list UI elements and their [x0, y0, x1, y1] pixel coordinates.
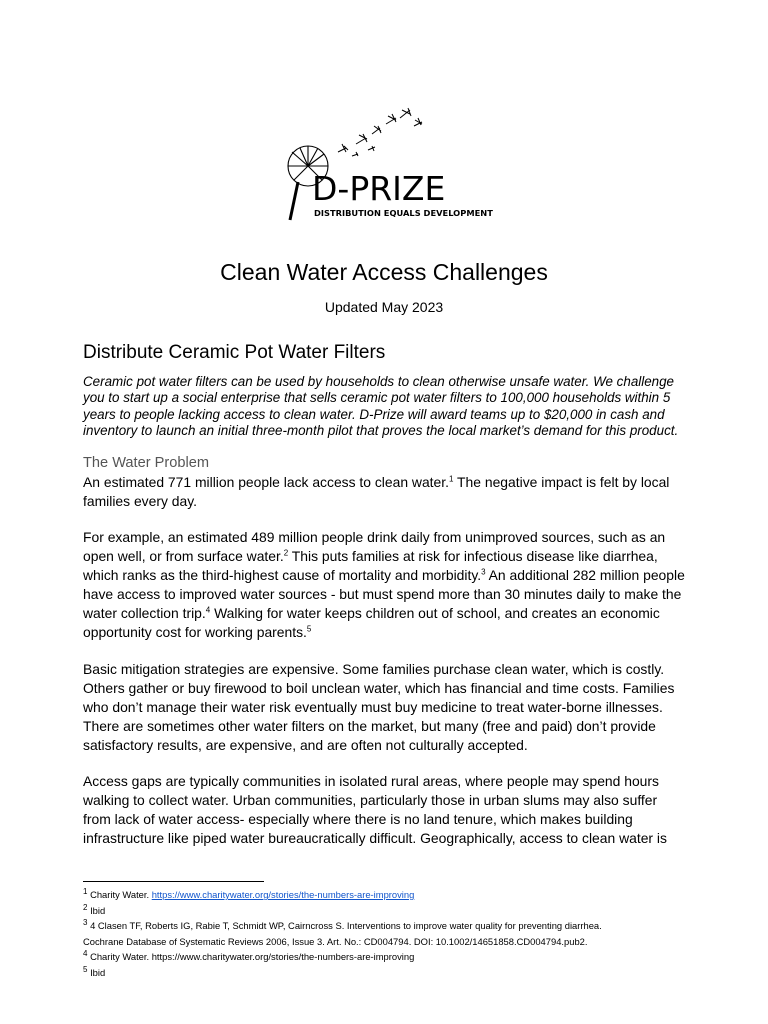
footnote-3 — [83, 918, 687, 934]
paragraph-2 — [83, 528, 687, 641]
page-title: Clean Water Access Challenges — [220, 259, 548, 285]
text-run: This puts families at risk for infectious disease like diarrhea, which ranks as the third-highest cause of mortality and morbidity. — [83, 548, 658, 584]
footnote-number: 2 — [83, 902, 88, 912]
footnote-number: 1 — [83, 886, 88, 896]
footnote-5 — [83, 965, 687, 981]
footnote-ref[interactable]: 4 — [205, 605, 211, 615]
subsection-heading: The Water Problem — [83, 454, 209, 471]
footnote-number: 3 — [83, 918, 88, 928]
footnote-text: Ibid — [90, 966, 106, 978]
footnote-text: 4 Clasen TF, Roberts IG, Rabie T, Schmidt WP, Cairncross S. Interventions to improve water quality for preventing diarrhea. — [90, 920, 602, 932]
paragraph-3: Basic mitigation strategies are expensive. Some families purchase clean water, which is costly. Others gather or buy firewood to boil unclean water, which has financial and time costs. Families who don’t manage their water risk eventually must buy medicine to treat water-borne illnesses. There are sometimes other water filters on the market, but many (free and paid) don’t provide satisfactory results, are expensive, and are often not culturally accepted. — [83, 660, 675, 753]
footnote-text: Ibid — [90, 904, 106, 916]
footnote-text: Charity Water. https://www.charitywater.org/stories/the-numbers-are-improving — [90, 951, 415, 963]
footnote-4 — [83, 949, 687, 965]
footnote-text: Charity Water. — [90, 889, 152, 900]
footnote-divider — [83, 881, 264, 882]
footnote-ref[interactable]: 3 — [481, 567, 486, 577]
paragraph-4: Access gaps are typically communities in isolated rural areas, where people may spend hours walking to collect water. Urban communities, particularly those in urban slums may also suffer from lack of water access- especially where there is no land tenure, which makes building infrastructure like piped water bureaucratically difficult. Geographically, access to clean water is — [83, 773, 667, 847]
footnote-1 — [83, 887, 687, 903]
section-heading: Distribute Ceramic Pot Water Filters — [83, 342, 386, 363]
text-run: An additional 282 million people have access to improved water sources - but must spend more than 30 minutes daily to make the water collection trip. — [83, 567, 685, 622]
footnote-link[interactable]: https://www.charitywater.org/stories/the-numbers-are-improving — [151, 889, 415, 900]
challenge-intro: Ceramic pot water filters can be used by households to clean otherwise unsafe water. We challenge you to start up a social enterprise that sells ceramic pot water filters to 100,000 households within 5 years to people lacking access to clean water. D-Prize will award teams up to $20,000 in cash and inventory to launch an initial three-month pilot that proves the local market’s demand for this product. — [83, 374, 679, 439]
text-run: For example, an estimated 489 million people drink daily from unimproved sources, such as an open well, or from surface water. — [83, 529, 666, 565]
main-content — [83, 340, 687, 866]
footnote-number: 4 — [83, 949, 88, 959]
footnote-ref[interactable]: 5 — [306, 624, 312, 634]
footnote-2 — [83, 903, 687, 919]
dandelion-icon — [268, 104, 500, 224]
brand-tagline: DISTRIBUTION EQUALS DEVELOPMENT — [314, 208, 493, 218]
text-run: Walking for water keeps children out of school, and creates an economic opportunity cost for working parents. — [83, 605, 660, 640]
footnote-ref[interactable]: 1 — [449, 474, 454, 483]
updated-date: Updated May 2023 — [324, 299, 444, 315]
text-run: An estimated 771 million people lack access to clean water. — [83, 473, 449, 490]
footnotes — [83, 887, 687, 981]
paragraph-1 — [83, 473, 687, 511]
footnote-3-continued — [83, 934, 687, 950]
brand-text: D-PRIZE — [312, 169, 446, 208]
d-prize-logo — [268, 104, 500, 224]
text-run: The negative impact is felt by local families every day. — [83, 473, 670, 509]
footnote-ref[interactable]: 2 — [283, 548, 289, 558]
footnote-text: Cochrane Database of Systematic Reviews 2006, Issue 3. Art. No.: CD004794. DOI: 10.1002/14651858.CD004794.pub2. — [83, 935, 588, 947]
footnote-number: 5 — [83, 964, 88, 974]
